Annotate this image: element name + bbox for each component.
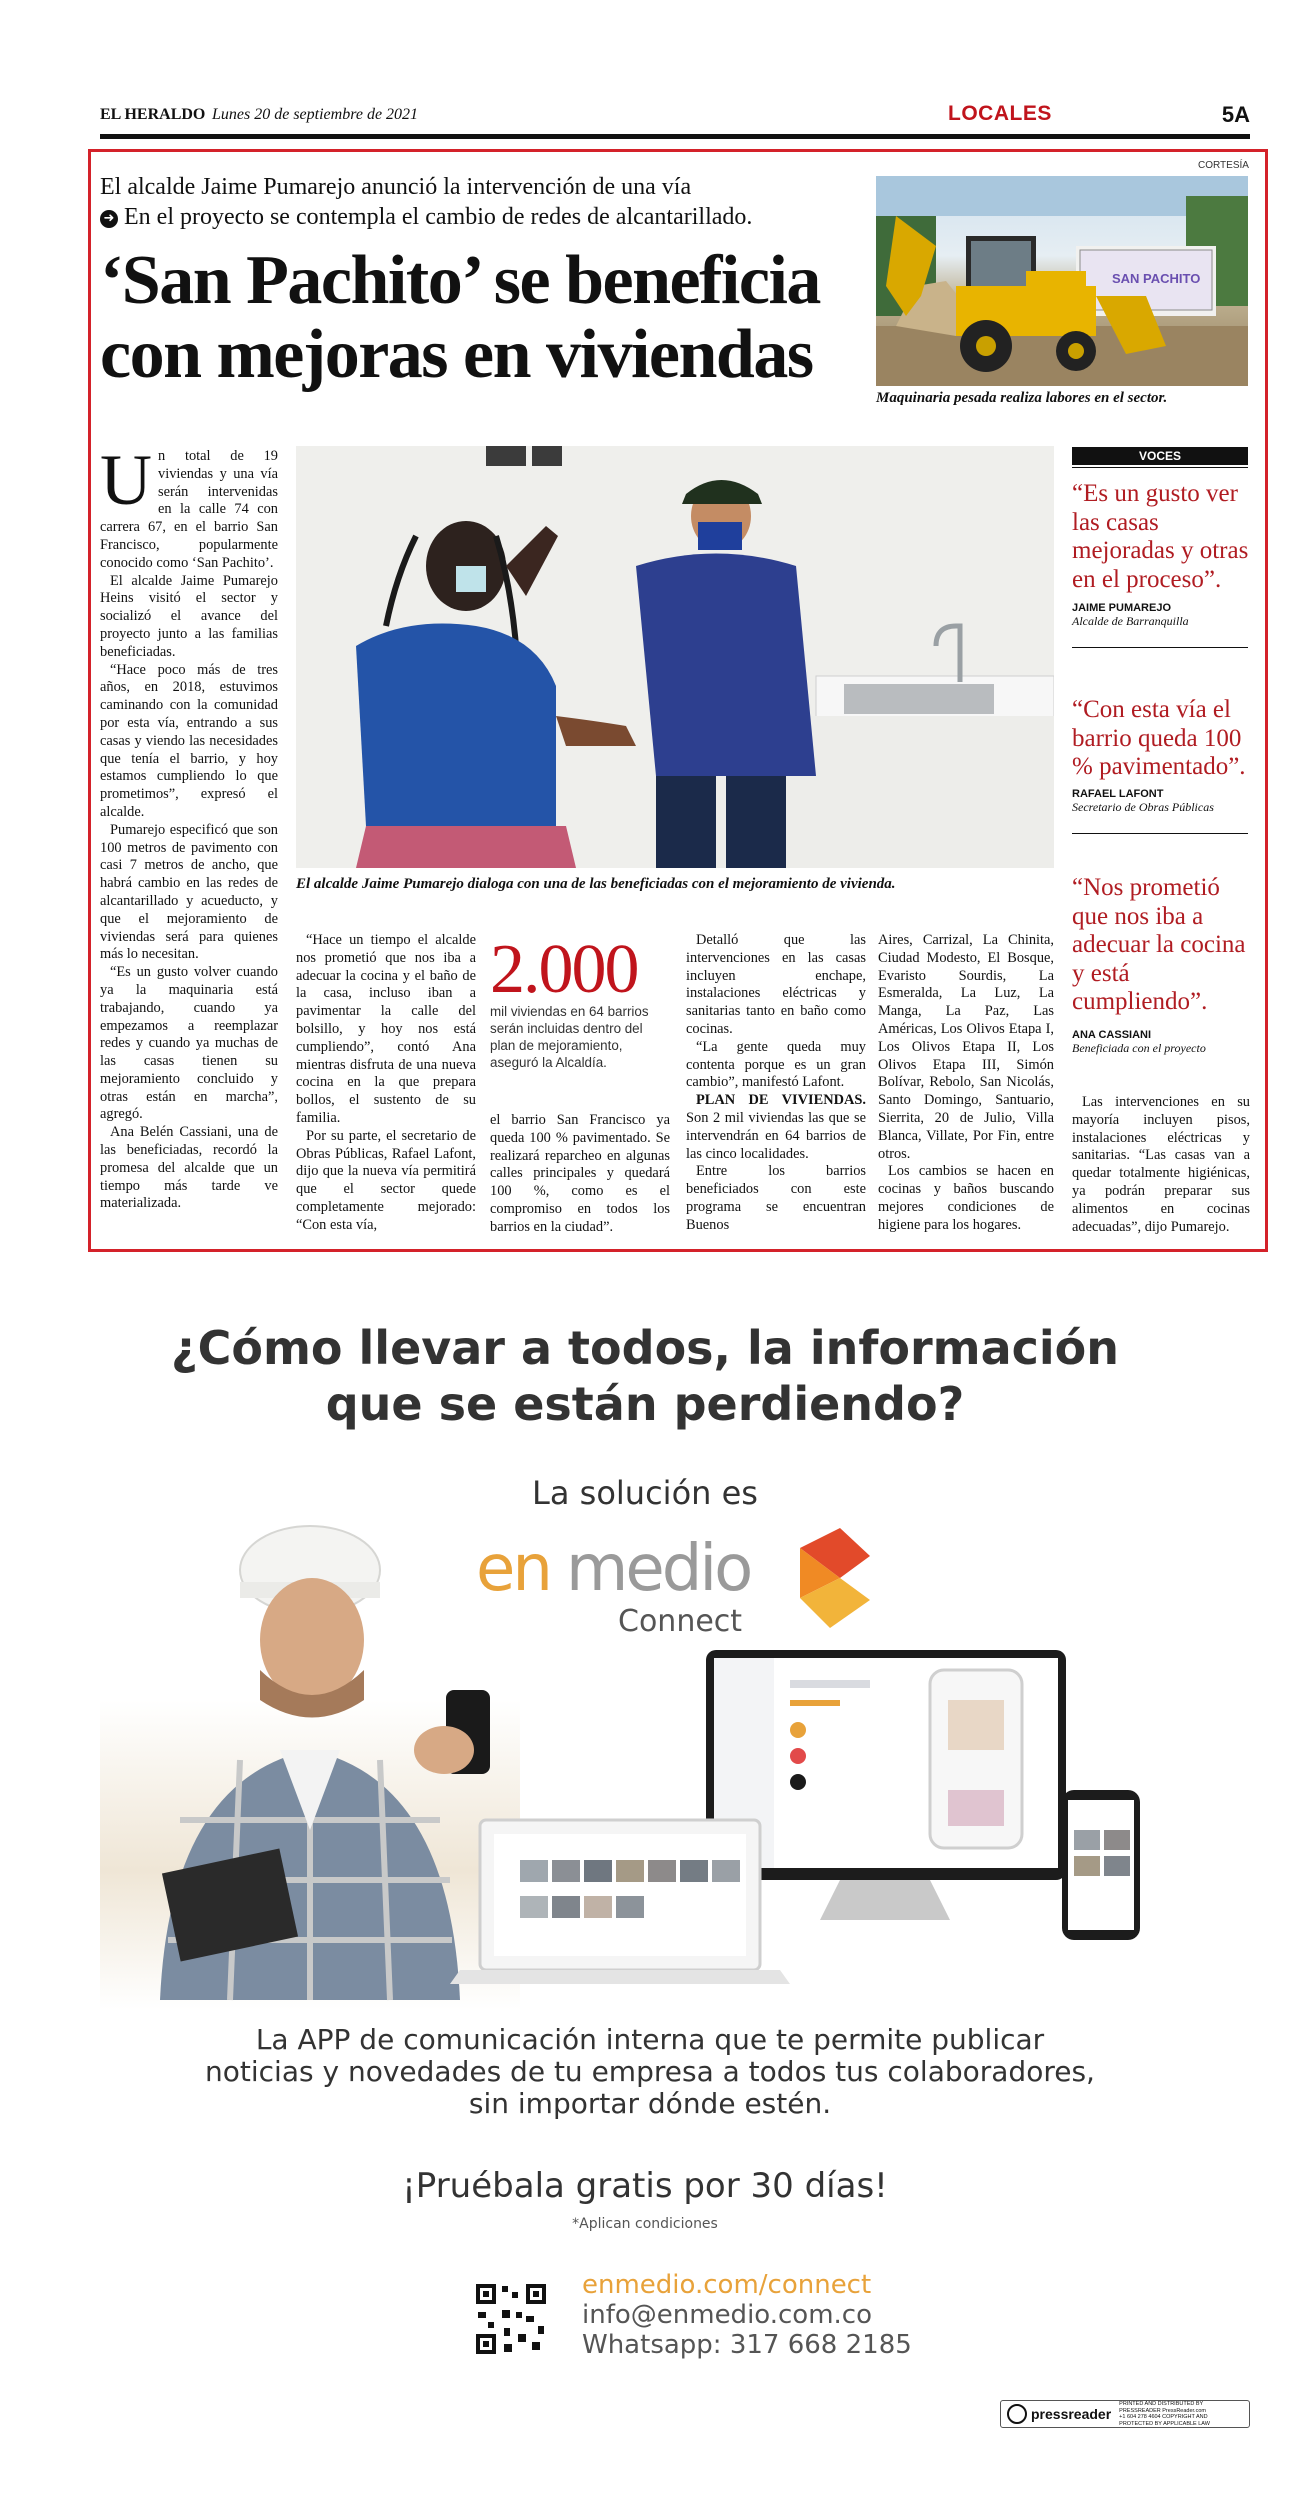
paragraph: Las intervenciones en su mayoría incluyen pisos, instalaciones eléctricas y sanitarias. “Las casas van a quedar totalmente higiénicas, ya podrán preparar sus alimentos en cocinas adecuadas”, dijo Pumarejo.	[1072, 1094, 1250, 1235]
paragraph: Por su parte, el secretario de Obras Públicas, Rafael Lafont, dijo que la nueva vía permitirá que el sector quede completamente mejorado: “Con esta vía,	[296, 1127, 476, 1233]
masthead	[100, 98, 1250, 134]
section-name: LOCALES	[948, 102, 1052, 125]
arrow-right-icon: ➜	[100, 210, 118, 228]
paragraph: Entre los barrios beneficiados con este programa se encuentran Buenos	[686, 1163, 866, 1233]
paragraph-text: Son 2 mil viviendas las que se intervendrán en 64 barrios de las cinco localidades.	[686, 1109, 866, 1162]
pressreader-icon	[1007, 2404, 1027, 2424]
handshake-illustration	[296, 446, 1054, 868]
ad-email-link[interactable]: info@enmedio.com.co	[582, 2300, 872, 2330]
publication-name: EL HERALDO	[100, 106, 206, 123]
ad-title-line-2: que se están perdiendo?	[325, 1377, 965, 1431]
article-column-5	[878, 932, 1054, 1235]
excavator-photo	[876, 176, 1248, 386]
enmedio-logo-icon	[780, 1528, 870, 1628]
voces-label: VOCES	[1072, 447, 1248, 465]
article-column-4	[686, 932, 866, 1235]
ad-call-to-action: ¡Pruébala gratis por 30 días!	[402, 2166, 888, 2206]
paragraph: n total de 19 viviendas y una vía serán intervenidas en la calle 74 con carrera 67, en el barrio San Francisco, popularmente conocido como ‘San Pachito’.	[100, 448, 278, 571]
quote-rule	[1072, 833, 1248, 834]
paragraph: el barrio San Francisco ya queda 100 % pavimentado. Se realizará reparcheo en algunas calles principales y quedará 100 %, como es el compromiso en todos los barrios en la ciudad”.	[490, 1112, 670, 1235]
ad-body-text: La APP de comunicación interna que te permite publicar noticias y novedades de tu empresa a todos tus colaboradores, sin importar dónde estén.	[205, 2023, 1095, 2120]
issue-date: Lunes 20 de septiembre de 2021	[212, 106, 419, 123]
paragraph: Ana Belén Cassiani, una de las beneficiadas, recordó la promesa del alcalde que un tiempo más tarde ve materializada.	[100, 1124, 278, 1212]
pressreader-badge	[1000, 2400, 1250, 2428]
masthead-rule	[100, 134, 1250, 139]
paragraph: “Hace un tiempo el alcalde nos prometió que nos iba a adecuar la cocina y el baño de la casa, incluso iban a pavimentar la calle del bolsillo, y hoy nos está cumpliendo”, contó Ana mientras disfruta de una nueva cocina en la que prepara bollos, el sustento de su familia.	[296, 932, 476, 1126]
qr-code-icon	[474, 2282, 548, 2356]
pressreader-name: pressreader	[1031, 2406, 1112, 2422]
paragraph: “Hace poco más de tres años, en 2018, estuvimos caminando con la comunidad por esta vía, entrando a sus casas y viendo las necesidades que tenía el barrio, y hoy estamos cumpliendo lo que prometimos”, expresó el alcalde.	[100, 661, 278, 820]
highlight-number: 2.000	[490, 931, 638, 1008]
photo-caption-top: Maquinaria pesada realiza labores en el sector.	[876, 390, 1168, 406]
quote-rule	[1072, 647, 1248, 648]
article-subkicker	[100, 202, 880, 232]
article-kicker: El alcalde Jaime Pumarejo anunció la intervención de una vía	[100, 174, 692, 200]
paragraph: “Es un gusto volver cuando ya la maquinaria está trabajando, cuando ya empezamos a reemplazar redes y cuando ya muchas de las casas tienen su mejoramiento concluido y otras están en marcha”, agregó.	[100, 964, 278, 1123]
ad-solution-label: La solución es	[532, 1474, 758, 1512]
quote-text: “Con esta vía el barrio queda 100 % pavimentado”.	[1072, 696, 1246, 780]
subkicker-text: En el proyecto se contempla el cambio de redes de alcantarillado.	[124, 204, 753, 230]
paragraph: “La gente queda muy contenta porque es un gran cambio”, manifestó Lafont.	[686, 1038, 866, 1091]
quote-author: ANA CASSIANI	[1072, 1028, 1152, 1041]
ad-whatsapp: Whatsapp: 317 668 2185	[582, 2330, 912, 2360]
paragraph: Detalló que las intervenciones en las casas incluyen enchape, instalaciones eléctricas y sanitarias tanto en baño como cocinas.	[686, 932, 866, 1037]
highlight-description: mil viviendas en 64 barrios serán incluidas dentro del plan de mejoramiento, aseguró la Alcaldía.	[490, 1004, 649, 1070]
paragraph: El alcalde Jaime Pumarejo Heins visitó el sector y socializó el avance del proyecto junto a las familias beneficiadas.	[100, 572, 278, 660]
quote-text: “Es un gusto ver las casas mejoradas y otras en el proceso”.	[1072, 480, 1249, 593]
quote-author: JAIME PUMAREJO	[1072, 602, 1172, 614]
ad-title-line-1: ¿Cómo llevar a todos, la información	[170, 1321, 1120, 1375]
quote-role: Beneficiada con el proyecto	[1072, 1040, 1206, 1055]
paragraph: Pumarejo especificó que son 100 metros de pavimento con casi 7 metros de ancho, que habrá cambio en las redes de alcantarillado y acueducto, y que el mejoramiento de viviendas será para quienes más lo necesitan.	[100, 821, 278, 963]
article-column-3	[490, 1112, 670, 1237]
ad-website-link[interactable]: enmedio.com/connect	[582, 2270, 872, 2300]
logo-medio: medio	[566, 1532, 751, 1606]
article-column-6	[1072, 1094, 1250, 1236]
subhead: PLAN DE VIVIENDAS.	[696, 1092, 866, 1109]
quote-text: “Nos prometió que nos iba a adecuar la cocina y está cumpliendo”.	[1072, 874, 1246, 1015]
article-headline: ‘San Pachito’ se beneficia con mejoras en viviendas	[100, 242, 820, 393]
paragraph: Aires, Carrizal, La Chinita, Ciudad Modesto, El Bosque, Evaristo Sourdis, La Esmeralda, La Luz, La Manga, La Paz, Las Américas, Los Olivos Etapa I, Los Olivos Etapa II, Los Olivos Etapa III, Simón Bolívar, Rebolo, San Nicolás, Santo Domingo, Santuario, Sierrita, 20 de Julio, Villa Blanca, Villate, Por Fin, entre otros.	[878, 932, 1054, 1162]
quote-author: RAFAEL LAFONT	[1072, 787, 1164, 800]
voces-rule	[1072, 467, 1248, 468]
mayor-handshake-photo	[296, 446, 1054, 868]
voces-quote-2	[1072, 696, 1252, 834]
logo-connect: Connect	[618, 1604, 743, 1639]
voces-quote-3	[1072, 874, 1252, 1056]
paragraph: Los cambios se hacen en cocinas y baños buscando mejores condiciones de higiene para los hogares.	[878, 1163, 1054, 1233]
paragraph	[686, 1092, 866, 1163]
pressreader-notice: PRINTED AND DISTRIBUTED BY PRESSREADER PressReader.com +1 604 278 4604 COPYRIGHT AND PROTECTED BY APPLICABLE LAW	[1119, 2401, 1210, 2427]
page-number: 5A	[1221, 102, 1250, 127]
drop-cap: U	[100, 440, 152, 520]
quote-role: Secretario de Obras Públicas	[1072, 799, 1214, 814]
photo-caption-main: El alcalde Jaime Pumarejo dialoga con una de las beneficiadas con el mejoramiento de vivienda.	[296, 876, 896, 892]
photo-credit: CORTESÍA	[1198, 160, 1249, 171]
ad-title	[100, 1320, 1190, 1432]
logo-en: en	[476, 1532, 550, 1606]
voces-quote-1	[1072, 480, 1252, 648]
quote-role: Alcalde de Barranquilla	[1072, 614, 1189, 628]
article-column-1	[100, 440, 278, 1213]
ad-conditions: *Aplican condiciones	[572, 2216, 718, 2232]
article-column-2	[296, 932, 476, 1235]
san-pachito-sign: SAN PACHITO	[1112, 271, 1201, 286]
